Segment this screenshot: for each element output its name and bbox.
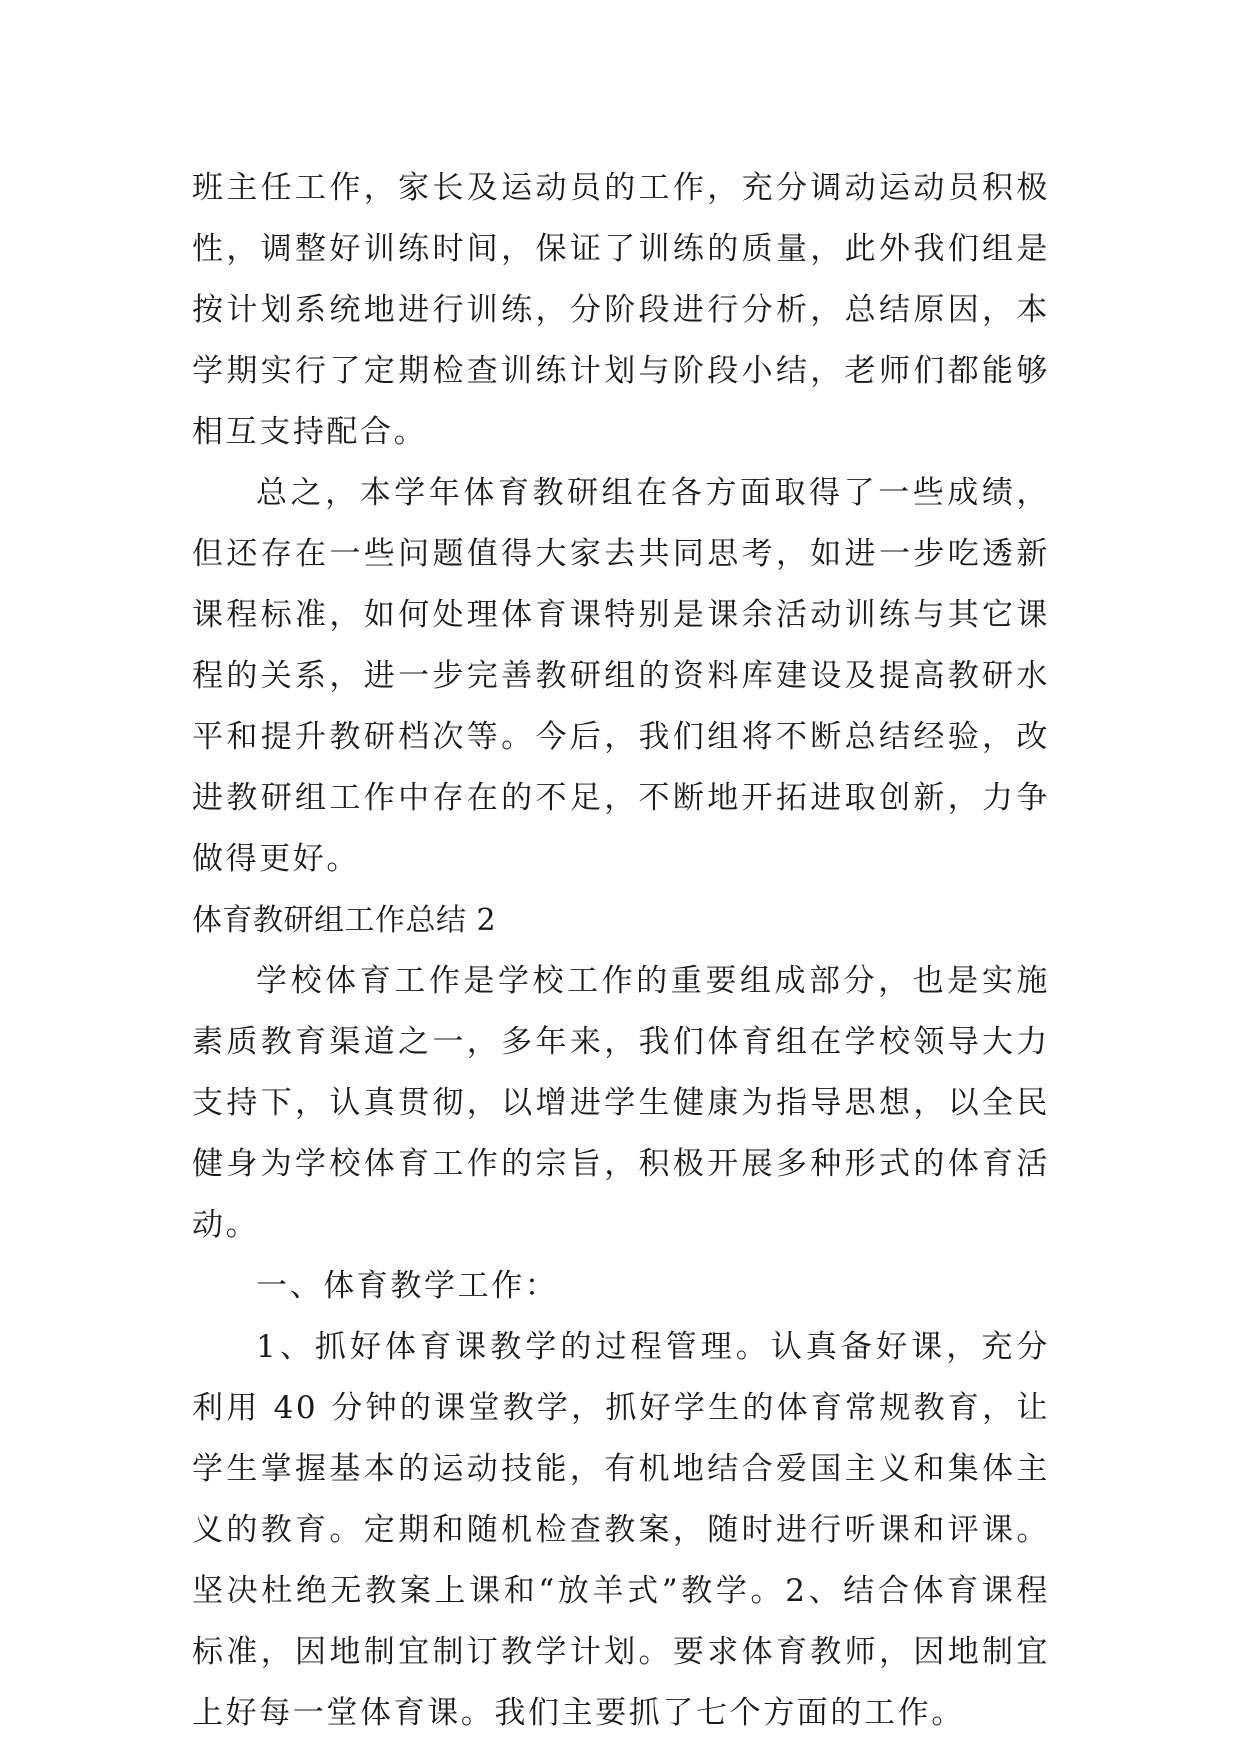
paragraph-training-work: 班主任工作，家长及运动员的工作，充分调动运动员积极性，调整好训练时间，保证了训练的质量，此外我们组是按计划系统地进行训练，分阶段进行分析，总结原因，本学期实行了定期检查训练计划与阶段小结，老师们都能够相互支持配合。 bbox=[192, 170, 1050, 450]
paragraph-school-sports-intro: 学校体育工作是学校工作的重要组成部分，也是实施素质教育渠道之一，多年来，我们体育组在学校领导大力支持下，认真贯彻，以增进学生健康为指导思想，以全民健身为学校体育工作的宗旨，积极开展多种形式的体育活动。 bbox=[192, 963, 1050, 1243]
paragraph-teaching-management: 1、抓好体育课教学的过程管理。认真备好课，充分利用 40 分钟的课堂教学，抓好学生的体育常规教育，让学生掌握基本的运动技能，有机地结合爱国主义和集体主义的教育。定期和随机检查教案，随时进行听课和评课。坚决杜绝无教案上课和“放羊式”教学。2、结合体育课程标准，因地制宜制订教学计划。要求体育教师，因地制宜上好每一堂体育课。我们主要抓了七个方面的工作。 bbox=[192, 1329, 1050, 1731]
subheading-teaching-work: 一、体育教学工作： bbox=[256, 1268, 559, 1304]
paragraph-summary: 总之，本学年体育教研组在各方面取得了一些成绩，但还存在一些问题值得大家去共同思考，如进一步吃透新课程标准，如何处理体育课特别是课余活动训练与其它课程的关系，进一步完善教研组的资料库建设及提高教研水平和提升教研档次等。今后，我们组将不断总结经验，改进教研组工作中存在的不足，不断地开拓进取创新，力争做得更好。 bbox=[192, 475, 1050, 877]
document-body bbox=[192, 158, 1050, 1744]
section-heading-summary-2: 体育教研组工作总结 2 bbox=[192, 903, 497, 938]
